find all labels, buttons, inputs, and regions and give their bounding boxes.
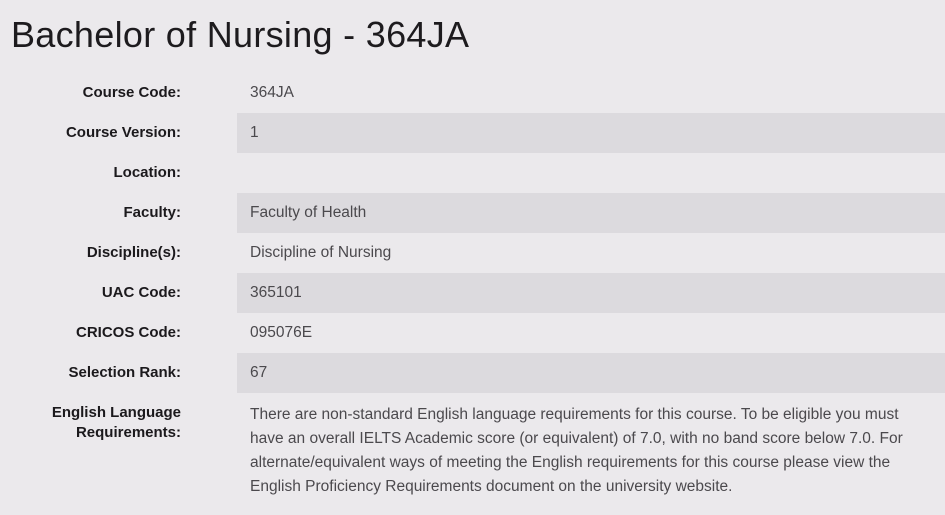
course-fields [0,73,945,509]
field-label: UAC Code: [101,284,181,301]
field-value: 365101 [237,273,945,313]
field-row [0,393,945,509]
field-label: Selection Rank: [68,364,181,381]
field-value: 095076E [250,324,313,341]
field-value: 67 [237,353,945,393]
page-title: Bachelor of Nursing - 364JA [11,14,470,55]
field-row [0,113,945,153]
field-row [0,153,945,193]
field-label: Discipline(s): [86,244,181,261]
field-value [237,153,945,193]
field-value: Faculty of Health [237,193,945,233]
field-row [0,73,945,113]
field-row [0,273,945,313]
field-label: English Language Requirements: [51,404,181,441]
field-label: Course Code: [82,84,181,101]
field-value: 1 [237,113,945,153]
field-value: There are non-standard English language requirements for this course. To be eligible you must have an overall IELTS Academic score (or equivalent) of 7.0, with no band score below 7.0. For alternate/equivalent ways of meeting the English requirements for this course please view the English Proficiency Requirements document on the university website. [250,406,903,495]
field-value: Discipline of Nursing [250,244,392,261]
field-row [0,313,945,353]
field-row [0,193,945,233]
field-row [0,353,945,393]
field-label: Course Version: [65,124,181,141]
field-label: Location: [113,164,181,181]
field-label: Faculty: [123,204,181,221]
field-label: CRICOS Code: [76,324,181,341]
field-row [0,233,945,273]
field-value: 364JA [250,84,294,101]
